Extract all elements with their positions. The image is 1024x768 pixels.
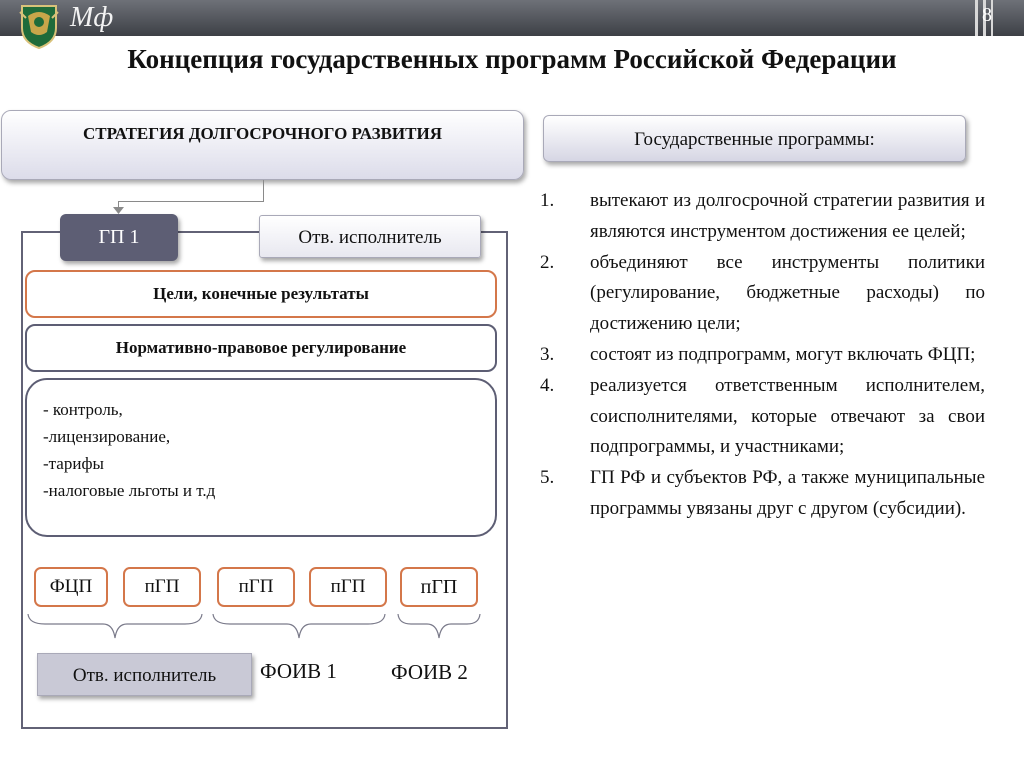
programs-header-box: Государственные программы: bbox=[543, 115, 966, 162]
regulation-box: Нормативно-правовое регулирование bbox=[25, 324, 497, 372]
list-text: вытекают из долгосрочной стратегии развития и являются инструментом достижения ее целей; bbox=[590, 190, 985, 242]
list-item bbox=[540, 340, 985, 371]
tool-item: -тарифы bbox=[43, 454, 104, 473]
strategy-box: СТРАТЕГИЯ ДОЛГОСРОЧНОГО РАЗВИТИЯ bbox=[1, 110, 524, 180]
logo-text: Мф bbox=[70, 2, 114, 33]
list-number: 5. bbox=[540, 467, 555, 489]
list-number: 4. bbox=[540, 374, 555, 396]
subprogram-pgp: пГП bbox=[123, 567, 201, 607]
tool-item: - контроль, bbox=[43, 400, 123, 419]
list-text: объединяют все инструменты политики (регулирование, бюджетные расходы) по достижению цели; bbox=[590, 251, 985, 335]
subprogram-pgp: пГП bbox=[217, 567, 295, 607]
tools-box bbox=[25, 378, 497, 537]
responsible-executor-top: Отв. исполнитель bbox=[259, 215, 481, 258]
list-number: 2. bbox=[540, 251, 555, 273]
ministry-emblem-icon bbox=[16, 2, 62, 50]
gp1-tab: ГП 1 bbox=[60, 214, 178, 261]
list-text: состоят из подпрограмм, могут включать ФЦП; bbox=[590, 343, 976, 365]
list-text: ГП РФ и субъектов РФ, а также муниципальные программы увязаны друг с другом (субсидии). bbox=[590, 467, 985, 519]
list-item bbox=[540, 186, 985, 248]
goals-box: Цели, конечные результаты bbox=[25, 270, 497, 318]
slide-title: Концепция государственных программ Российской Федерации bbox=[127, 44, 897, 74]
brace-icon bbox=[397, 612, 481, 646]
header-bar bbox=[0, 0, 1024, 36]
list-number: 1. bbox=[540, 190, 555, 211]
tool-item: -лицензирование, bbox=[43, 427, 171, 446]
list-item bbox=[540, 248, 985, 340]
subprogram-fcp: ФЦП bbox=[34, 567, 108, 607]
list-number: 3. bbox=[540, 343, 555, 365]
responsible-executor-bottom: Отв. исполнитель bbox=[37, 653, 252, 696]
foiv2-label: ФОИВ 2 bbox=[391, 660, 468, 684]
tool-item: -налоговые льготы и т.д bbox=[43, 481, 216, 500]
subprogram-pgp: пГП bbox=[309, 567, 387, 607]
list-item bbox=[540, 371, 985, 463]
list-text: реализуется ответственным исполнителем, соисполнителями, которые отвечают за свои подпрограммы, и участниками; bbox=[590, 374, 985, 458]
foiv1-label: ФОИВ 1 bbox=[260, 659, 337, 683]
connector-line bbox=[263, 180, 264, 202]
brace-icon bbox=[27, 612, 203, 646]
properties-list bbox=[540, 186, 985, 525]
subprogram-pgp: пГП bbox=[400, 567, 478, 607]
connector-line bbox=[118, 201, 264, 202]
brace-icon bbox=[212, 612, 386, 646]
page-number: 8 bbox=[982, 4, 992, 26]
list-item bbox=[540, 463, 985, 525]
